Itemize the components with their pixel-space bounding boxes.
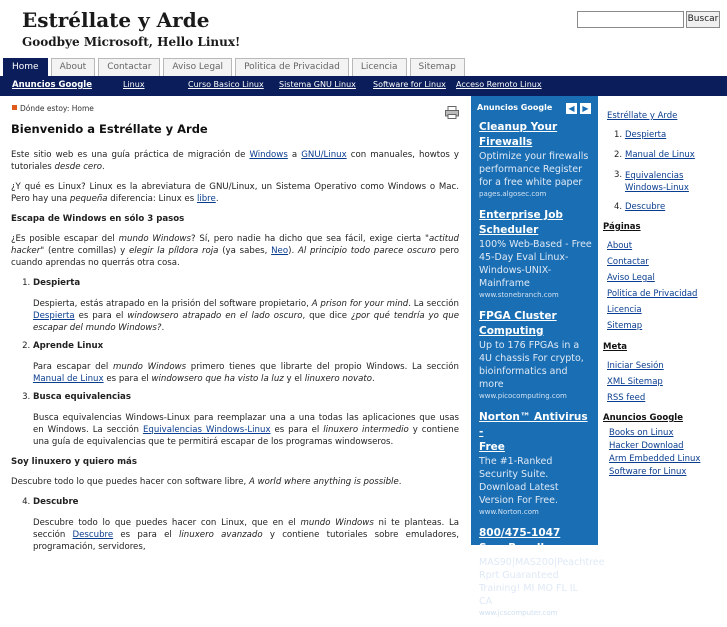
- text: (ya sabes,: [218, 246, 272, 256]
- link-libre[interactable]: libre: [196, 194, 216, 204]
- ad-item[interactable]: [471, 526, 605, 627]
- ad-title-link[interactable]: SageReseller: [479, 542, 557, 554]
- tab-licencia[interactable]: Licencia: [352, 58, 407, 76]
- text: ¿Es posible escapar del: [11, 234, 119, 244]
- text-em: A world where anything is possible: [249, 477, 399, 487]
- search-button[interactable]: Buscar: [686, 11, 720, 28]
- ad-title-link[interactable]: Computing: [479, 325, 544, 337]
- print-icon[interactable]: [445, 106, 459, 119]
- text-em: linuxero avanzado: [179, 530, 263, 540]
- ad-title-text[interactable]: Cleanup Your: [479, 121, 558, 133]
- text-em: linuxero novato: [304, 374, 372, 384]
- ad-body: Optimize your firewalls performance Register for a free white paper: [479, 151, 589, 188]
- text: .: [398, 477, 402, 487]
- text: (entre comillas) y: [44, 246, 129, 256]
- step-text: [33, 361, 459, 385]
- ad-title[interactable]: [479, 208, 592, 238]
- text-em: windowsero que ha visto la luz: [151, 374, 284, 384]
- sidebar-meta-rss[interactable]: RSS feed: [607, 393, 646, 403]
- descubre-intro: [11, 476, 459, 488]
- steps-list: [11, 277, 459, 448]
- ad-body: Up to 176 FPGAs in a 4U chassis For crypto, bioinformatics and more: [479, 340, 584, 390]
- ads-header-label[interactable]: Anuncios Google: [477, 103, 553, 112]
- text-em: A prison for your mind: [311, 299, 409, 309]
- ad-item[interactable]: [471, 309, 598, 410]
- step-title: 3. Busca equivalencias: [33, 392, 131, 402]
- ad-item[interactable]: [471, 208, 598, 309]
- text: pero cuando aprendas no querrás otra cosa.: [11, 246, 459, 268]
- sidebar-heading-ads[interactable]: Anuncios Google: [603, 413, 683, 423]
- text: es para el: [113, 530, 180, 540]
- list-item: [33, 496, 459, 553]
- list-item: [33, 340, 459, 385]
- text-em: elegir la píldora roja: [129, 246, 219, 256]
- ads-header: [471, 96, 598, 120]
- ad-body: 100% Web-Based - Free 45-Day Eval Linux-Windows-UNIX-Mainframe: [479, 239, 592, 289]
- sidebar-page-licencia[interactable]: Licencia: [607, 305, 642, 315]
- text: primero tienes que librarte del propio Windows. La sección: [186, 362, 459, 372]
- text: Despierta, estás atrapado en la prisión del software propietario,: [33, 299, 312, 309]
- sidebar-page-about[interactable]: About: [607, 241, 633, 251]
- nav-link-curso-basico[interactable]: Curso Basico Linux: [188, 80, 264, 89]
- link-gnu-linux[interactable]: GNU/Linux: [301, 150, 347, 160]
- ad-title-link[interactable]: Free: [479, 441, 505, 453]
- ads-link-bar: [0, 76, 727, 96]
- sidebar-num: 3.: [614, 170, 623, 180]
- text: ? Sí, pero nadie ha dicho que sea fácil, exige cierta: [190, 234, 426, 244]
- ads-prev-arrow-icon[interactable]: ◀: [566, 103, 577, 114]
- nav-link-sistema-gnu[interactable]: Sistema GNU Linux: [279, 80, 356, 89]
- text-em: mundo Windows: [300, 518, 374, 528]
- text: Descubre todo lo que puedes hacer con Linux, que en el: [33, 518, 301, 528]
- ad-title-link[interactable]: Scheduler: [479, 224, 539, 236]
- page-title: Bienvenido a Estréllate y Arde: [11, 122, 208, 136]
- link-descubre[interactable]: Descubre: [72, 530, 114, 540]
- sidebar-item-despierta[interactable]: Despierta: [625, 130, 667, 140]
- sidebar-site-link[interactable]: Estréllate y Arde: [607, 111, 678, 121]
- list-item: [33, 277, 459, 334]
- ad-title[interactable]: [479, 120, 592, 150]
- sidebar-ad-link[interactable]: Books on Linux: [609, 428, 674, 438]
- site-tagline: Goodbye Microsoft, Hello Linux!: [22, 35, 241, 49]
- section-heading-escapa: Escapa de Windows en sólo 3 pasos: [11, 214, 185, 224]
- steps-list-continued: [11, 496, 459, 553]
- bullet-square-icon: [12, 105, 17, 110]
- google-ads-column: [471, 96, 605, 617]
- ad-title-link[interactable]: Firewalls: [479, 136, 533, 148]
- ad-url[interactable]: www.Norton.com: [479, 508, 539, 516]
- sidebar-item-equivalencias[interactable]: Equivalencias Windows-Linux: [625, 171, 689, 193]
- text-em: ¿por qué tendría yo que escapar del mundo Windows?: [33, 311, 459, 333]
- text: Para escapar del: [33, 362, 113, 372]
- nav-ads-title[interactable]: Anuncios Google: [12, 80, 92, 90]
- text: a: [287, 150, 302, 160]
- text: . La sección: [408, 299, 459, 309]
- text: y el: [283, 374, 305, 384]
- ad-url[interactable]: www.picocomputing.com: [479, 392, 567, 400]
- tab-aviso-legal[interactable]: Aviso Legal: [163, 58, 232, 76]
- tab-about[interactable]: About: [51, 58, 96, 76]
- text-em: linuxero intermedio: [323, 425, 409, 435]
- step-text: [33, 298, 459, 334]
- ad-url[interactable]: www.jcscomputer.com: [479, 609, 558, 617]
- text: ¿Y qué es Linux? Linux es la abreviatura de GNU/Linux, un Sistema Operativo como Windows o Mac. Pero hay una: [11, 182, 459, 204]
- ad-title-text[interactable]: FPGA Cluster: [479, 310, 557, 322]
- sidebar-ad-link[interactable]: Software for Linux: [609, 467, 687, 477]
- ad-item[interactable]: [471, 410, 598, 526]
- text: con manuales, howtos y tutoriales: [11, 150, 460, 172]
- sidebar-heading-meta: Meta: [603, 342, 628, 352]
- list-item: [33, 391, 459, 448]
- text: .: [161, 323, 165, 333]
- step-title: 4. Descubre: [33, 497, 79, 507]
- text: Busca equivalencias Windows-Linux para reemplazar una a una todas las aplicaciones que usas en Windows. La sección: [33, 413, 459, 435]
- ad-title-text[interactable]: Norton™ Antivirus -: [479, 411, 588, 438]
- text: ).: [288, 246, 298, 256]
- text: .: [102, 162, 105, 172]
- text-em: Al principio todo parece oscuro: [297, 246, 436, 256]
- text: es para el: [270, 425, 324, 435]
- text: es para el: [103, 374, 152, 384]
- text: , que dice: [302, 311, 352, 321]
- sidebar-ad-link[interactable]: Arm Embedded Linux: [609, 454, 701, 464]
- sidebar-page-privacidad[interactable]: Politica de Privacidad: [607, 289, 698, 299]
- text: Descubre todo lo que puedes hacer con software libre,: [11, 477, 249, 487]
- link-windows[interactable]: Windows: [249, 150, 288, 160]
- text: y contiene tutoriales sobre emuladores, programación, servidores,: [33, 530, 459, 552]
- site-title[interactable]: Estréllate y Arde: [22, 8, 210, 32]
- sidebar-heading-paginas: Páginas: [603, 222, 641, 232]
- breadcrumb-text: Dónde estoy: Home: [20, 104, 94, 113]
- tab-politica-privacidad[interactable]: Politica de Privacidad: [235, 58, 349, 76]
- sidebar-page-contactar[interactable]: Contactar: [607, 257, 649, 267]
- text: Este sitio web es una guía práctica de migración de: [11, 150, 250, 160]
- ad-url[interactable]: pages.algosec.com: [479, 190, 547, 198]
- sidebar-item-descubre[interactable]: Descubre: [625, 202, 666, 212]
- sidebar-ad-link[interactable]: Hacker Download: [609, 441, 684, 451]
- ads-next-arrow-icon[interactable]: ▶: [580, 103, 591, 114]
- sidebar-page-sitemap[interactable]: Sitemap: [607, 321, 643, 331]
- text: .: [372, 374, 375, 384]
- text-em: mundo Windows: [112, 362, 187, 372]
- section-heading-linuxero: Soy linuxero y quiero más: [11, 457, 137, 467]
- link-equivalencias[interactable]: Equivalencias Windows-Linux: [142, 425, 271, 435]
- text-em: pequeña: [69, 194, 108, 204]
- ad-body: MAS90|MAS200|Peachtree Rprt Guaranteed Training! MI MO FL IL CA: [479, 557, 605, 607]
- intro-paragraph: [11, 149, 459, 173]
- escape-paragraph: [11, 233, 459, 269]
- nav-link-software[interactable]: Software for Linux: [373, 80, 446, 89]
- main-tabs: [3, 58, 465, 76]
- search-input[interactable]: [577, 11, 684, 28]
- text: es para el: [74, 311, 128, 321]
- ad-title-text[interactable]: Enterprise Job: [479, 209, 563, 221]
- breadcrumb: [12, 104, 94, 113]
- sidebar-meta-login[interactable]: Iniciar Sesión: [607, 361, 664, 371]
- text-em: "actitud hacker": [11, 234, 459, 256]
- sidebar-num: 2.: [614, 150, 623, 160]
- text-em: windowsero atrapado en el lado oscuro: [127, 311, 303, 321]
- sidebar-num: 1.: [614, 130, 623, 140]
- text: diferencia: Linux es: [107, 194, 197, 204]
- tab-contactar[interactable]: Contactar: [98, 58, 160, 76]
- sidebar-meta-xml-sitemap[interactable]: XML Sitemap: [607, 377, 663, 387]
- nav-link-acceso-remoto[interactable]: Acceso Remoto Linux: [456, 80, 542, 89]
- ad-title[interactable]: [479, 526, 592, 556]
- article: [11, 123, 459, 561]
- link-despierta[interactable]: Despierta: [33, 311, 75, 321]
- nav-link-linux[interactable]: Linux: [123, 80, 145, 89]
- text: .: [215, 194, 219, 204]
- ad-item[interactable]: [471, 120, 598, 208]
- ad-url[interactable]: www.stonebranch.com: [479, 291, 559, 299]
- step-title: 1. Despierta: [33, 278, 81, 288]
- ad-title-text[interactable]: 800/475-1047: [479, 527, 561, 539]
- ad-title[interactable]: [479, 309, 592, 339]
- link-manual-linux[interactable]: Manual de Linux: [33, 374, 104, 384]
- sidebar-item-manual[interactable]: Manual de Linux: [625, 150, 695, 160]
- text: y contiene una guía de equivalencias que te permitirá escapar de los programas windowseros.: [33, 425, 459, 447]
- tab-sitemap[interactable]: Sitemap: [410, 58, 465, 76]
- step-text: [33, 517, 459, 553]
- step-text: [33, 412, 459, 448]
- link-neo[interactable]: Neo: [271, 246, 289, 256]
- text-em: mundo Windows: [118, 234, 191, 244]
- text: ni te planteas. La sección: [33, 518, 459, 540]
- right-sidebar: [598, 96, 727, 545]
- text-em: desde cero: [54, 162, 103, 172]
- sidebar-page-aviso-legal[interactable]: Aviso Legal: [607, 273, 655, 283]
- ad-body: The #1-Ranked Security Suite. Download Latest Version For Free.: [479, 456, 559, 506]
- ad-title[interactable]: [479, 410, 592, 455]
- step-title: 2. Aprende Linux: [33, 341, 104, 351]
- sidebar-num: 4.: [614, 202, 623, 212]
- tab-home[interactable]: Home: [3, 58, 48, 76]
- what-is-linux-paragraph: [11, 181, 459, 205]
